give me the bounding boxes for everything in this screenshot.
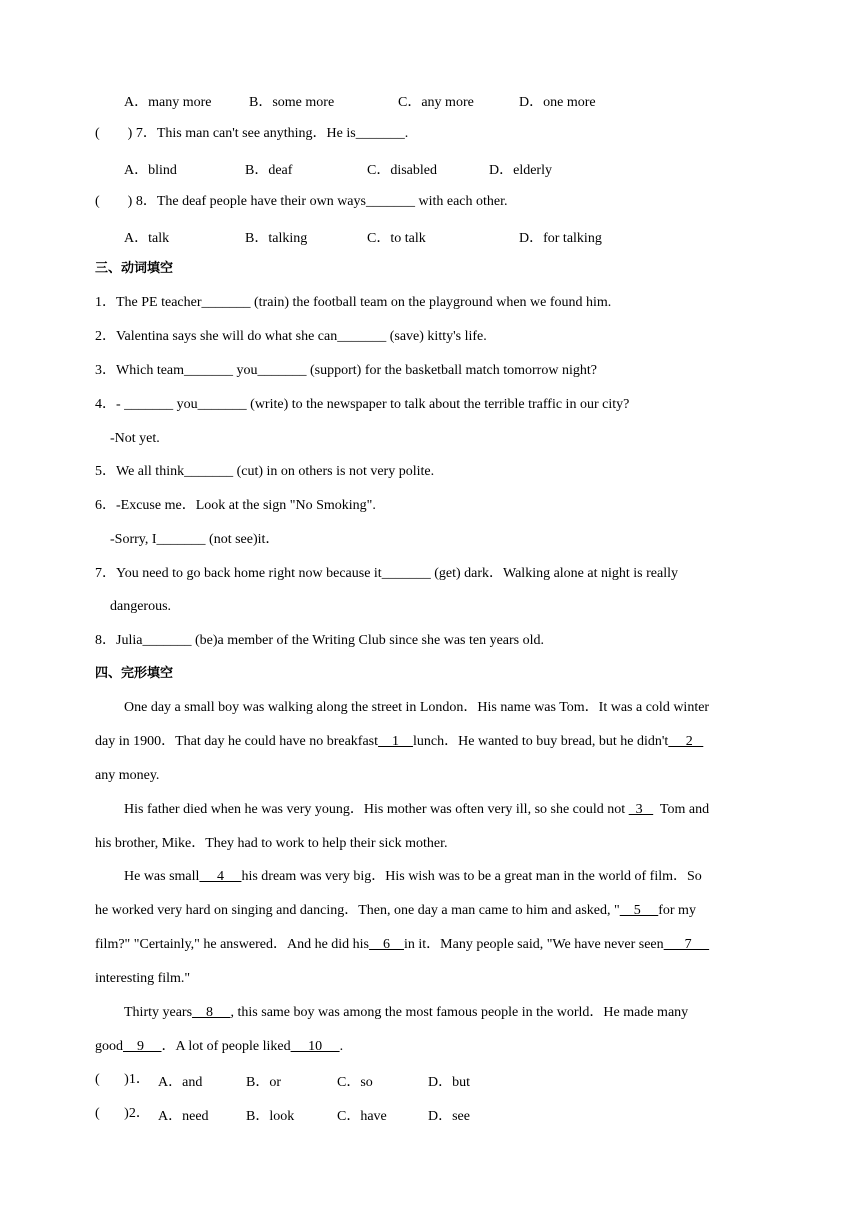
section4-heading: 四、完形填空 xyxy=(95,666,174,681)
cloze-p4-line1 xyxy=(124,1004,688,1022)
cloze-q1-number: ( )1． xyxy=(95,1072,150,1087)
s3-item-6-answer: -Sorry, I_______ (not see)it． xyxy=(110,532,280,547)
q8-option-a: A．talk xyxy=(124,231,170,246)
blank-7: 7 xyxy=(663,937,710,952)
blank-1: 1 xyxy=(378,734,414,749)
q6-option-c: C．any more xyxy=(398,95,474,110)
text: ．A lot of people liked xyxy=(161,1039,291,1054)
s3-item-4-answer: -Not yet. xyxy=(110,431,160,446)
text: Thirty years xyxy=(124,1005,193,1020)
cloze-p3-line3 xyxy=(95,936,709,954)
s3-item-1: 1．The PE teacher_______ (train) the football team on the playground when we found him. xyxy=(95,295,612,310)
section3-heading: 三、动词填空 xyxy=(95,261,174,276)
q7-option-a: A．blind xyxy=(124,163,177,178)
cloze-q2-option-b: B．look xyxy=(246,1109,295,1124)
q7-option-c: C．disabled xyxy=(367,163,437,178)
cloze-p3-line1 xyxy=(124,868,702,886)
s3-item-3: 3．Which team_______ you_______ (support) for the basketball match tomorrow night? xyxy=(95,363,597,378)
s3-item-7: 7．You need to go back home right now because it_______ (get) dark．Walking alone at night is really xyxy=(95,566,678,581)
q8-option-b: B．talking xyxy=(245,231,308,246)
cloze-p3-line4: interesting film." xyxy=(95,971,191,986)
text: , this same boy was among the most famous people in the world．He made many xyxy=(230,1005,689,1020)
q6-option-b: B．some more xyxy=(249,95,335,110)
cloze-p2-line1 xyxy=(124,801,709,819)
s3-item-8: 8．Julia_______ (be)a member of the Writing Club since she was ten years old. xyxy=(95,633,545,648)
s3-item-6: 6．-Excuse me．Look at the sign "No Smoking". xyxy=(95,498,376,513)
cloze-q2-number: ( )2． xyxy=(95,1106,150,1121)
text: his dream was very big．His wish was to be a great man in the world of film．So xyxy=(241,869,702,884)
cloze-q1-option-c: C．so xyxy=(337,1075,373,1090)
s3-item-4: 4．- _______ you_______ (write) to the newspaper to talk about the terrible traffic in our city? xyxy=(95,397,630,412)
q7-question: ( ) 7．This man can't see anything．He is_______. xyxy=(95,126,409,141)
q7-option-d: D．elderly xyxy=(489,163,552,178)
blank-4: 4 xyxy=(199,869,242,884)
s3-item-5: 5．We all think_______ (cut) in on others is not very polite. xyxy=(95,464,435,479)
cloze-q1-option-a: A．and xyxy=(158,1075,203,1090)
q8-question: ( ) 8．The deaf people have their own ways_______ with each other. xyxy=(95,194,508,209)
q7-option-b: B．deaf xyxy=(245,163,293,178)
blank-5: 5 xyxy=(619,903,659,918)
cloze-p1-line3: any money. xyxy=(95,768,160,783)
s3-item-2: 2．Valentina says she will do what she can_______ (save) kitty's life. xyxy=(95,329,487,344)
cloze-q2-option-d: D．see xyxy=(428,1109,470,1124)
cloze-q2-option-c: C．have xyxy=(337,1109,387,1124)
q6-option-a: A．many more xyxy=(124,95,212,110)
text: good xyxy=(95,1039,123,1054)
text: . xyxy=(339,1039,344,1054)
s3-item-7-cont: dangerous. xyxy=(110,599,172,614)
blank-8: 8 xyxy=(192,1005,231,1020)
text: His father died when he was very young．His mother was often very ill, so she could not xyxy=(124,802,629,817)
blank-9: 9 xyxy=(123,1039,162,1054)
cloze-p4-line2 xyxy=(95,1038,343,1056)
text: for my xyxy=(658,903,696,918)
cloze-q1-option-b: B．or xyxy=(246,1075,281,1090)
text: lunch．He wanted to buy bread, but he didn't xyxy=(413,734,669,749)
q6-option-d: D．one more xyxy=(519,95,596,110)
text: He was small xyxy=(124,869,200,884)
q8-option-c: C．to talk xyxy=(367,231,426,246)
blank-3: 3 xyxy=(628,802,654,817)
text: he worked very hard on singing and dancing．Then, one day a man came to him and asked, " xyxy=(95,903,620,918)
blank-10: 10 xyxy=(290,1039,340,1054)
cloze-p2-line2: his brother, Mike．They had to work to help their sick mother. xyxy=(95,836,448,851)
text: Tom and xyxy=(653,802,710,817)
blank-6: 6 xyxy=(369,937,405,952)
text: day in 1900．That day he could have no breakfast xyxy=(95,734,379,749)
cloze-p1-line1: One day a small boy was walking along the street in London．His name was Tom．It was a cold winter xyxy=(124,700,710,715)
blank-2: 2 xyxy=(668,734,704,749)
text: in it．Many people said, "We have never seen xyxy=(404,937,664,952)
cloze-q2-option-a: A．need xyxy=(158,1109,209,1124)
q8-option-d: D．for talking xyxy=(519,231,602,246)
cloze-p1-line2 xyxy=(95,733,703,751)
cloze-q1-option-d: D．but xyxy=(428,1075,470,1090)
text: film?" "Certainly," he answered．And he did his xyxy=(95,937,370,952)
cloze-p3-line2 xyxy=(95,902,696,920)
